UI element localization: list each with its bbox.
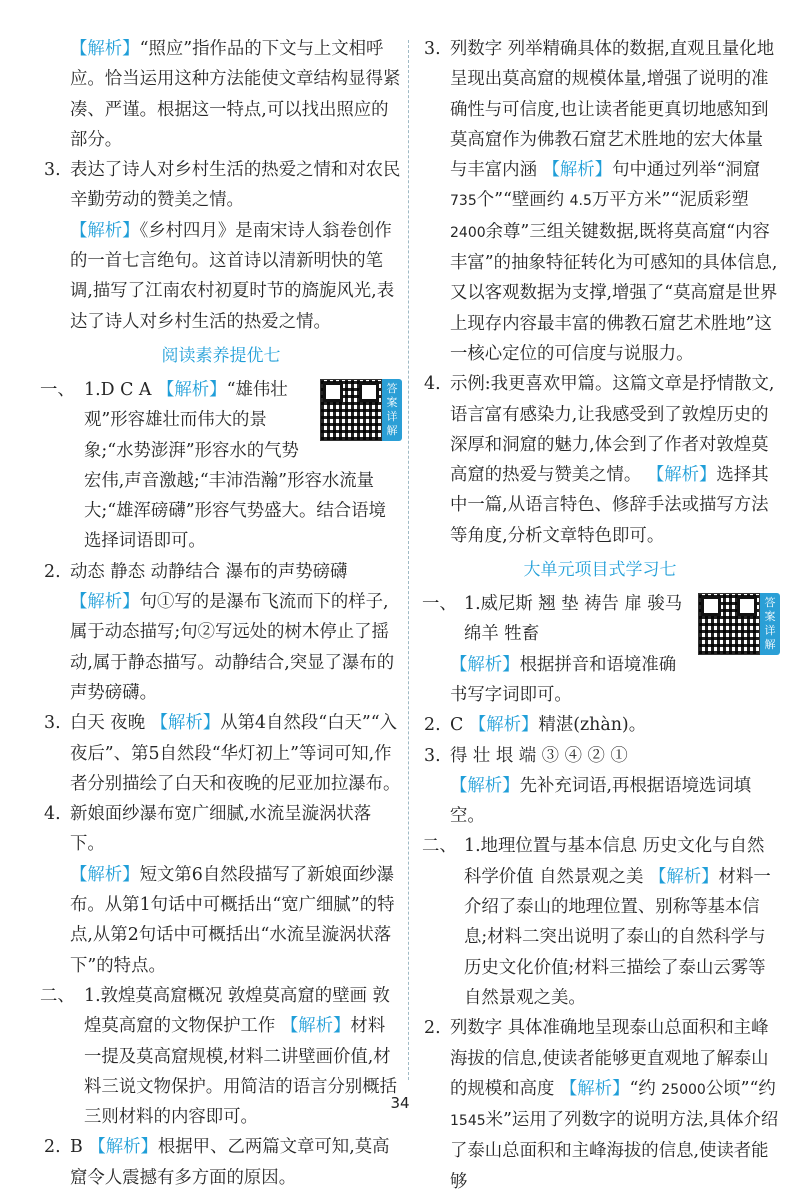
answer-item: 3. 白天 夜晚 【解析】从第4自然段“白天”“入夜后”、第5自然段“华灯初上”等词可知,作者分别描绘了白天和夜晚的尼亚加拉瀑布。 [40,708,402,799]
analysis-tag: 【解析】 [450,654,520,675]
analysis-tag: 【解析】 [646,465,717,486]
section-heading: 阅读素养提优七 [161,345,281,366]
page-number: 34 [390,1094,410,1112]
analysis-tag: 【解析】 [157,379,227,400]
answer-item: 2. B 【解析】根据甲、乙两篇文章可知,莫高窟令人震撼有多方面的原因。 [40,1132,402,1193]
item-number: 3. [424,39,441,59]
analysis-tag: 【解析】 [70,220,140,241]
item-number: 2. [44,1137,61,1158]
section-number: 一、 [422,594,457,615]
item-number: 2. [424,715,441,736]
answer-item: 4. 示例:我更喜欢甲篇。这篇文章是抒情散文,语言富有感染力,让我感受到了敦煌历史的深厚和洞窟的魅力,体会到了作者对敦煌莫高窟的热爱与赞美之情。 【解析】选择其中一篇,从语言特色、修辞手法或描写方法等角度,分析文章特色即可。 [420,369,780,551]
section-number: 二、 [40,985,75,1006]
analysis-tag: 【解析】 [70,39,140,59]
answer-block: 【解析】先补充词语,再根据语境选词填空。 [450,775,752,827]
item-number: 4. [44,804,61,825]
analysis-tag: 【解析】 [542,160,613,181]
analysis-tag: 【解析】 [70,592,140,613]
answer-item: 二、 1.地理位置与基本信息 历史文化与自然科学价值 自然景观之美 【解析】材料一介绍了泰山的地理位置、别称等基本信息;材料二突出说明了泰山的自然科学与历史文化价值;材料三描绘了泰山云雾等自然景观之美。 [420,831,780,1013]
item-number: 3. [44,713,61,734]
qr-code-icon [320,379,382,441]
answer-block: 【解析】《乡村四月》是南宋诗人翁卷创作的一首七言绝句。这首诗以清新明快的笔调,描写了江南农村初夏时节的旖旎风光,表达了诗人对乡村生活的热爱之情。 [70,220,395,332]
analysis-tag: 【解析】 [468,715,539,736]
answer-item: 3. 表达了诗人对乡村生活的热爱之情和对农民辛勤劳动的赞美之情。 [40,155,402,216]
analysis-tag: 【解析】 [88,1137,158,1158]
item-number: 1. [84,985,101,1006]
answer-block: 【解析】短文第6自然段描写了新娘面纱瀑布。从第1句话中可概括出“宽广细腻”的特点,从第2句话中可概括出“水流呈漩涡状落下”的特点。 [70,864,395,976]
item-number: 1. [464,594,481,615]
answer-item: 2. C 【解析】精湛(zhàn)。 [420,710,780,740]
item-number: 2. [424,1018,441,1039]
answer-item: 2. 列数字 具体准确地呈现泰山总面积和主峰海拔的信息,使读者能够更直观地了解泰山的规模和高度 【解析】“约 25000公顷”“约 1545米”运用了列数字的说明方法,具体介绍了泰山总面积和主峰海拔的信息,使读者能够 [420,1013,780,1197]
left-column [40,34,402,1193]
answer-item: 答案详解 一、 1.威尼斯 翘 垫 祷告 扉 骏马 绵羊 牲畜 [420,589,780,650]
qr-code[interactable] [698,593,780,655]
section-number: 一、 [40,379,75,400]
answer-item: 3. 得 壮 垠 端 ③ ④ ② ① [420,741,780,771]
item-number: 1. [84,379,101,400]
right-column [420,34,780,1197]
analysis-tag: 【解析】 [70,864,140,885]
item-number: 2. [44,561,61,582]
column-divider [408,40,409,1080]
answer-item: 3. 列数字 列举精确具体的数据,直观且量化地呈现出莫高窟的规模体量,增强了说明的准确性与可信度,也让读者能更真切地感知到莫高窟作为佛教石窟艺术胜地的宏大体量与丰富内涵 【解析】句中通过列举“洞窟 735个”“壁画约 4.5万平方米”“泥质彩塑 2400余尊”三组关键数据,既将莫高窟“内容丰富”的抽象特征转化为可感知的具体信息,又以客观数据为支撑,增强了“莫高窟是世界上现存内容最丰富的佛教石窟艺术胜地”这一核心定位的可信度与说服力。 [420,34,780,369]
answer-item: 答案详解 一、 1.D C A 【解析】“雄伟壮观”形容雄壮而伟大的景象;“水势澎湃”形容水的气势宏伟,声音激越;“丰沛浩瀚”形容水流量大;“雄浑磅礴”形容气势盛大。结合语境选择词语即可。 [40,375,402,557]
analysis-tag: 【解析】 [150,713,221,734]
section-number: 二、 [422,836,457,857]
qr-code[interactable] [320,379,402,441]
item-number: 3. [424,745,441,766]
qr-code-icon [698,593,760,655]
analysis-tag: 【解析】 [559,1078,630,1099]
section-heading: 大单元项目式学习七 [523,560,677,581]
answer-block: 【解析】句①写的是瀑布飞流而下的样子,属于动态描写;句②写远处的树木停止了摇动,属于静态描写。动静结合,突显了瀑布的声势磅礴。 [70,592,395,703]
answer-block: 【解析】根据拼音和语境准确书写字词即可。 [450,654,677,705]
item-number: 3. [44,160,61,181]
answer-item: 4. 新娘面纱瀑布宽广细腻,水流呈漩涡状落下。 [40,799,402,860]
item-number: 4. [424,374,441,395]
answer-item: 二、 1.敦煌莫高窟概况 敦煌莫高窟的壁画 敦煌莫高窟的文物保护工作 【解析】材料一提及莫高窟规模,材料二讲壁画价值,材料三说文物保护。用简洁的语言分别概括三则材料的内容即可。 [40,981,402,1132]
qr-label: 答案详解 [760,593,780,655]
analysis-tag: 【解析】 [280,1016,351,1037]
analysis-tag: 【解析】 [648,866,719,887]
answer-block: 【解析】“照应”指作品的下文与上文相呼应。恰当运用这种方法能使文章结构显得紧凑、严谨。根据这一特点,可以找出照应的部分。 [70,39,401,150]
answer-item: 2. 动态 静态 动静结合 瀑布的声势磅礴 [40,557,402,587]
analysis-tag: 【解析】 [450,775,520,796]
qr-label: 答案详解 [382,379,402,441]
item-number: 1. [464,836,481,857]
